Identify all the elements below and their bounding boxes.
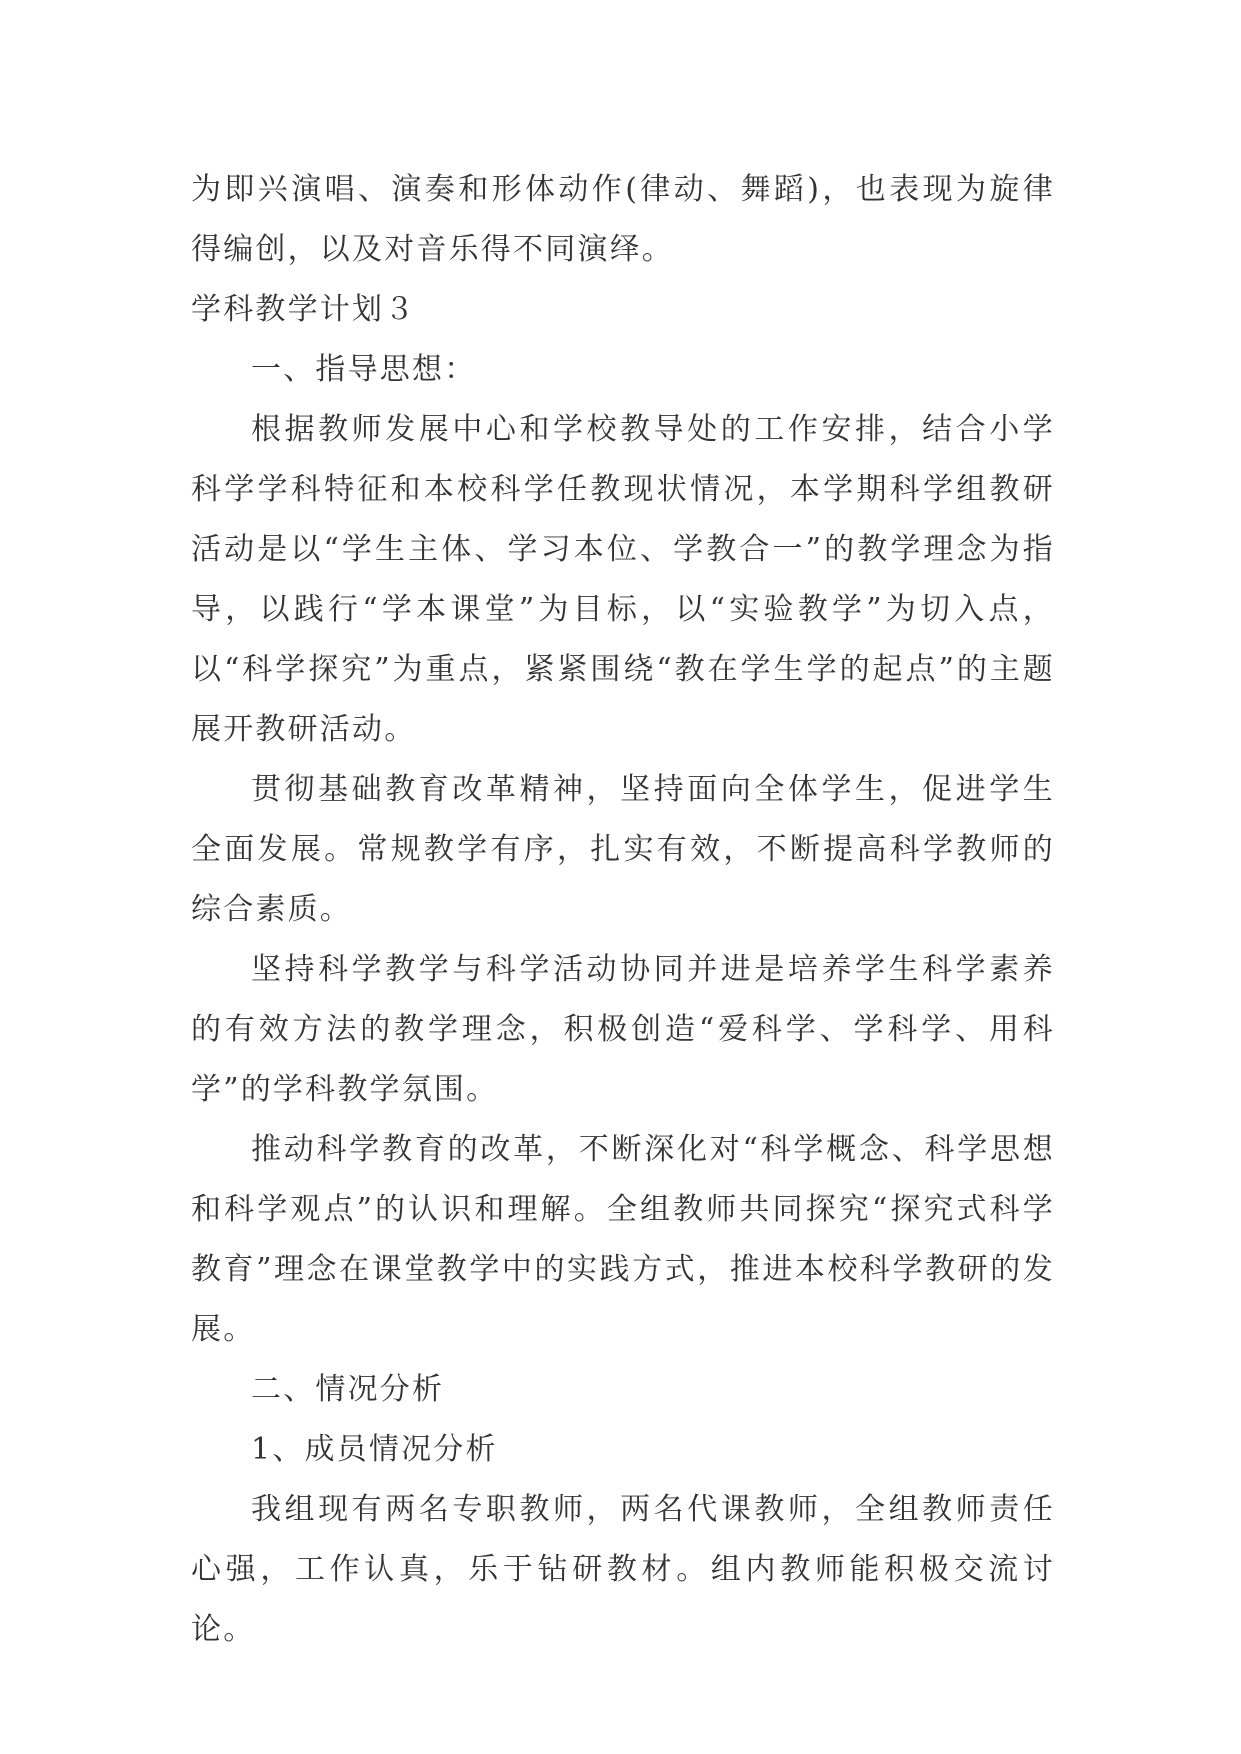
heading-member-analysis: 1、成员情况分析 xyxy=(251,1432,498,1467)
paragraph-education-reform: 推动科学教育的改革，不断深化对“科学概念、科学思想和科学观点”的认识和理解。全组教师共同探究“探究式科学教育”理念在课堂教学中的实践方式，推进本校科学教研的发展。 xyxy=(191,1132,1055,1347)
heading-guiding-ideology: 一、指导思想： xyxy=(251,352,477,387)
paragraph-guiding-ideology: 根据教师发展中心和学校教导处的工作安排，结合小学科学学科特征和本校科学任教现状情况，本学期科学组教研活动是以“学生主体、学习本位、学教合一”的教学理念为指导，以践行“学本课堂”为目标，以“实验教学”为切入点，以“科学探究”为重点，紧紧围绕“教在学生学的起点”的主题展开教研活动。 xyxy=(191,412,1055,747)
paragraph-continuation: 为即兴演唱、演奏和形体动作(律动、舞蹈)，也表现为旋律得编创，以及对音乐得不同演绎。 xyxy=(191,172,1055,267)
paragraph-members: 我组现有两名专职教师，两名代课教师，全组教师责任心强，工作认真，乐于钻研教材。组内教师能积极交流讨论。 xyxy=(191,1492,1055,1647)
document-body xyxy=(191,160,1055,1660)
section-title: 学科教学计划３ xyxy=(191,292,417,327)
paragraph-reform-spirit: 贯彻基础教育改革精神，坚持面向全体学生，促进学生全面发展。常规教学有序，扎实有效，不断提高科学教师的综合素质。 xyxy=(191,772,1055,927)
heading-situation-analysis: 二、情况分析 xyxy=(251,1372,445,1407)
paragraph-science-activities: 坚持科学教学与科学活动协同并进是培养学生科学素养的有效方法的教学理念，积极创造“爱科学、学科学、用科学”的学科教学氛围。 xyxy=(191,952,1055,1107)
